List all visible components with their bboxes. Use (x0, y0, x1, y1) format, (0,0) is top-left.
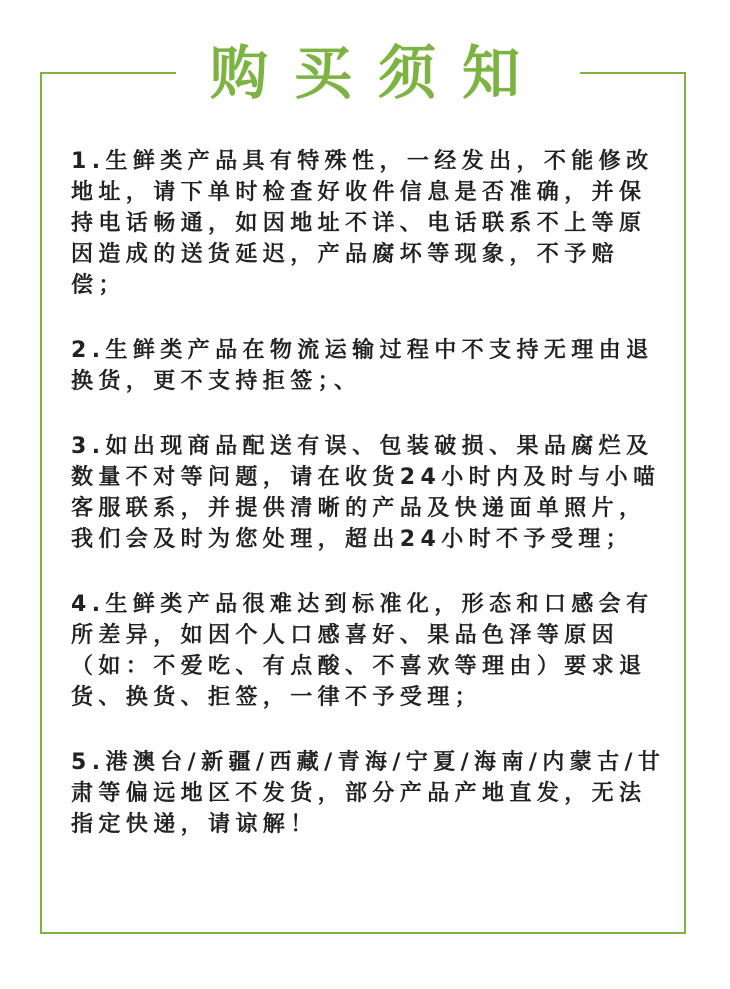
note-item-2: 2.生鲜类产品在物流运输过程中不支持无理由退换货，更不支持拒签；、 (71, 338, 654, 394)
note-item-5: 5.港澳台/新疆/西藏/青海/宁夏/海南/内蒙古/甘肃等偏远地区不发货，部分产品产地直发，无法指定快递，请谅解！ (71, 750, 666, 837)
notes-list (71, 146, 671, 874)
note-item-3: 3.如出现商品配送有误、包装破损、果品腐烂及数量不对等问题，请在收货24小时内及时与小喵客服联系，并提供清晰的产品及快递面单照片，我们会及时为您处理，超出24小时不予受理； (71, 434, 661, 552)
note-item-1: 1.生鲜类产品具有特殊性，一经发出，不能修改地址，请下单时检查好收件信息是否准确，并保持电话畅通，如因地址不详、电话联系不上等原因造成的送货延迟，产品腐坏等现象，不予赔偿； (71, 149, 654, 298)
page-title: 购买须知 (176, 38, 580, 108)
note-item-4: 4.生鲜类产品很难达到标准化，形态和口感会有所差异，如因个人口感喜好、果品色泽等原因（如：不爱吃、有点酸、不喜欢等理由）要求退货、换货、拒签，一律不予受理； (71, 592, 654, 710)
